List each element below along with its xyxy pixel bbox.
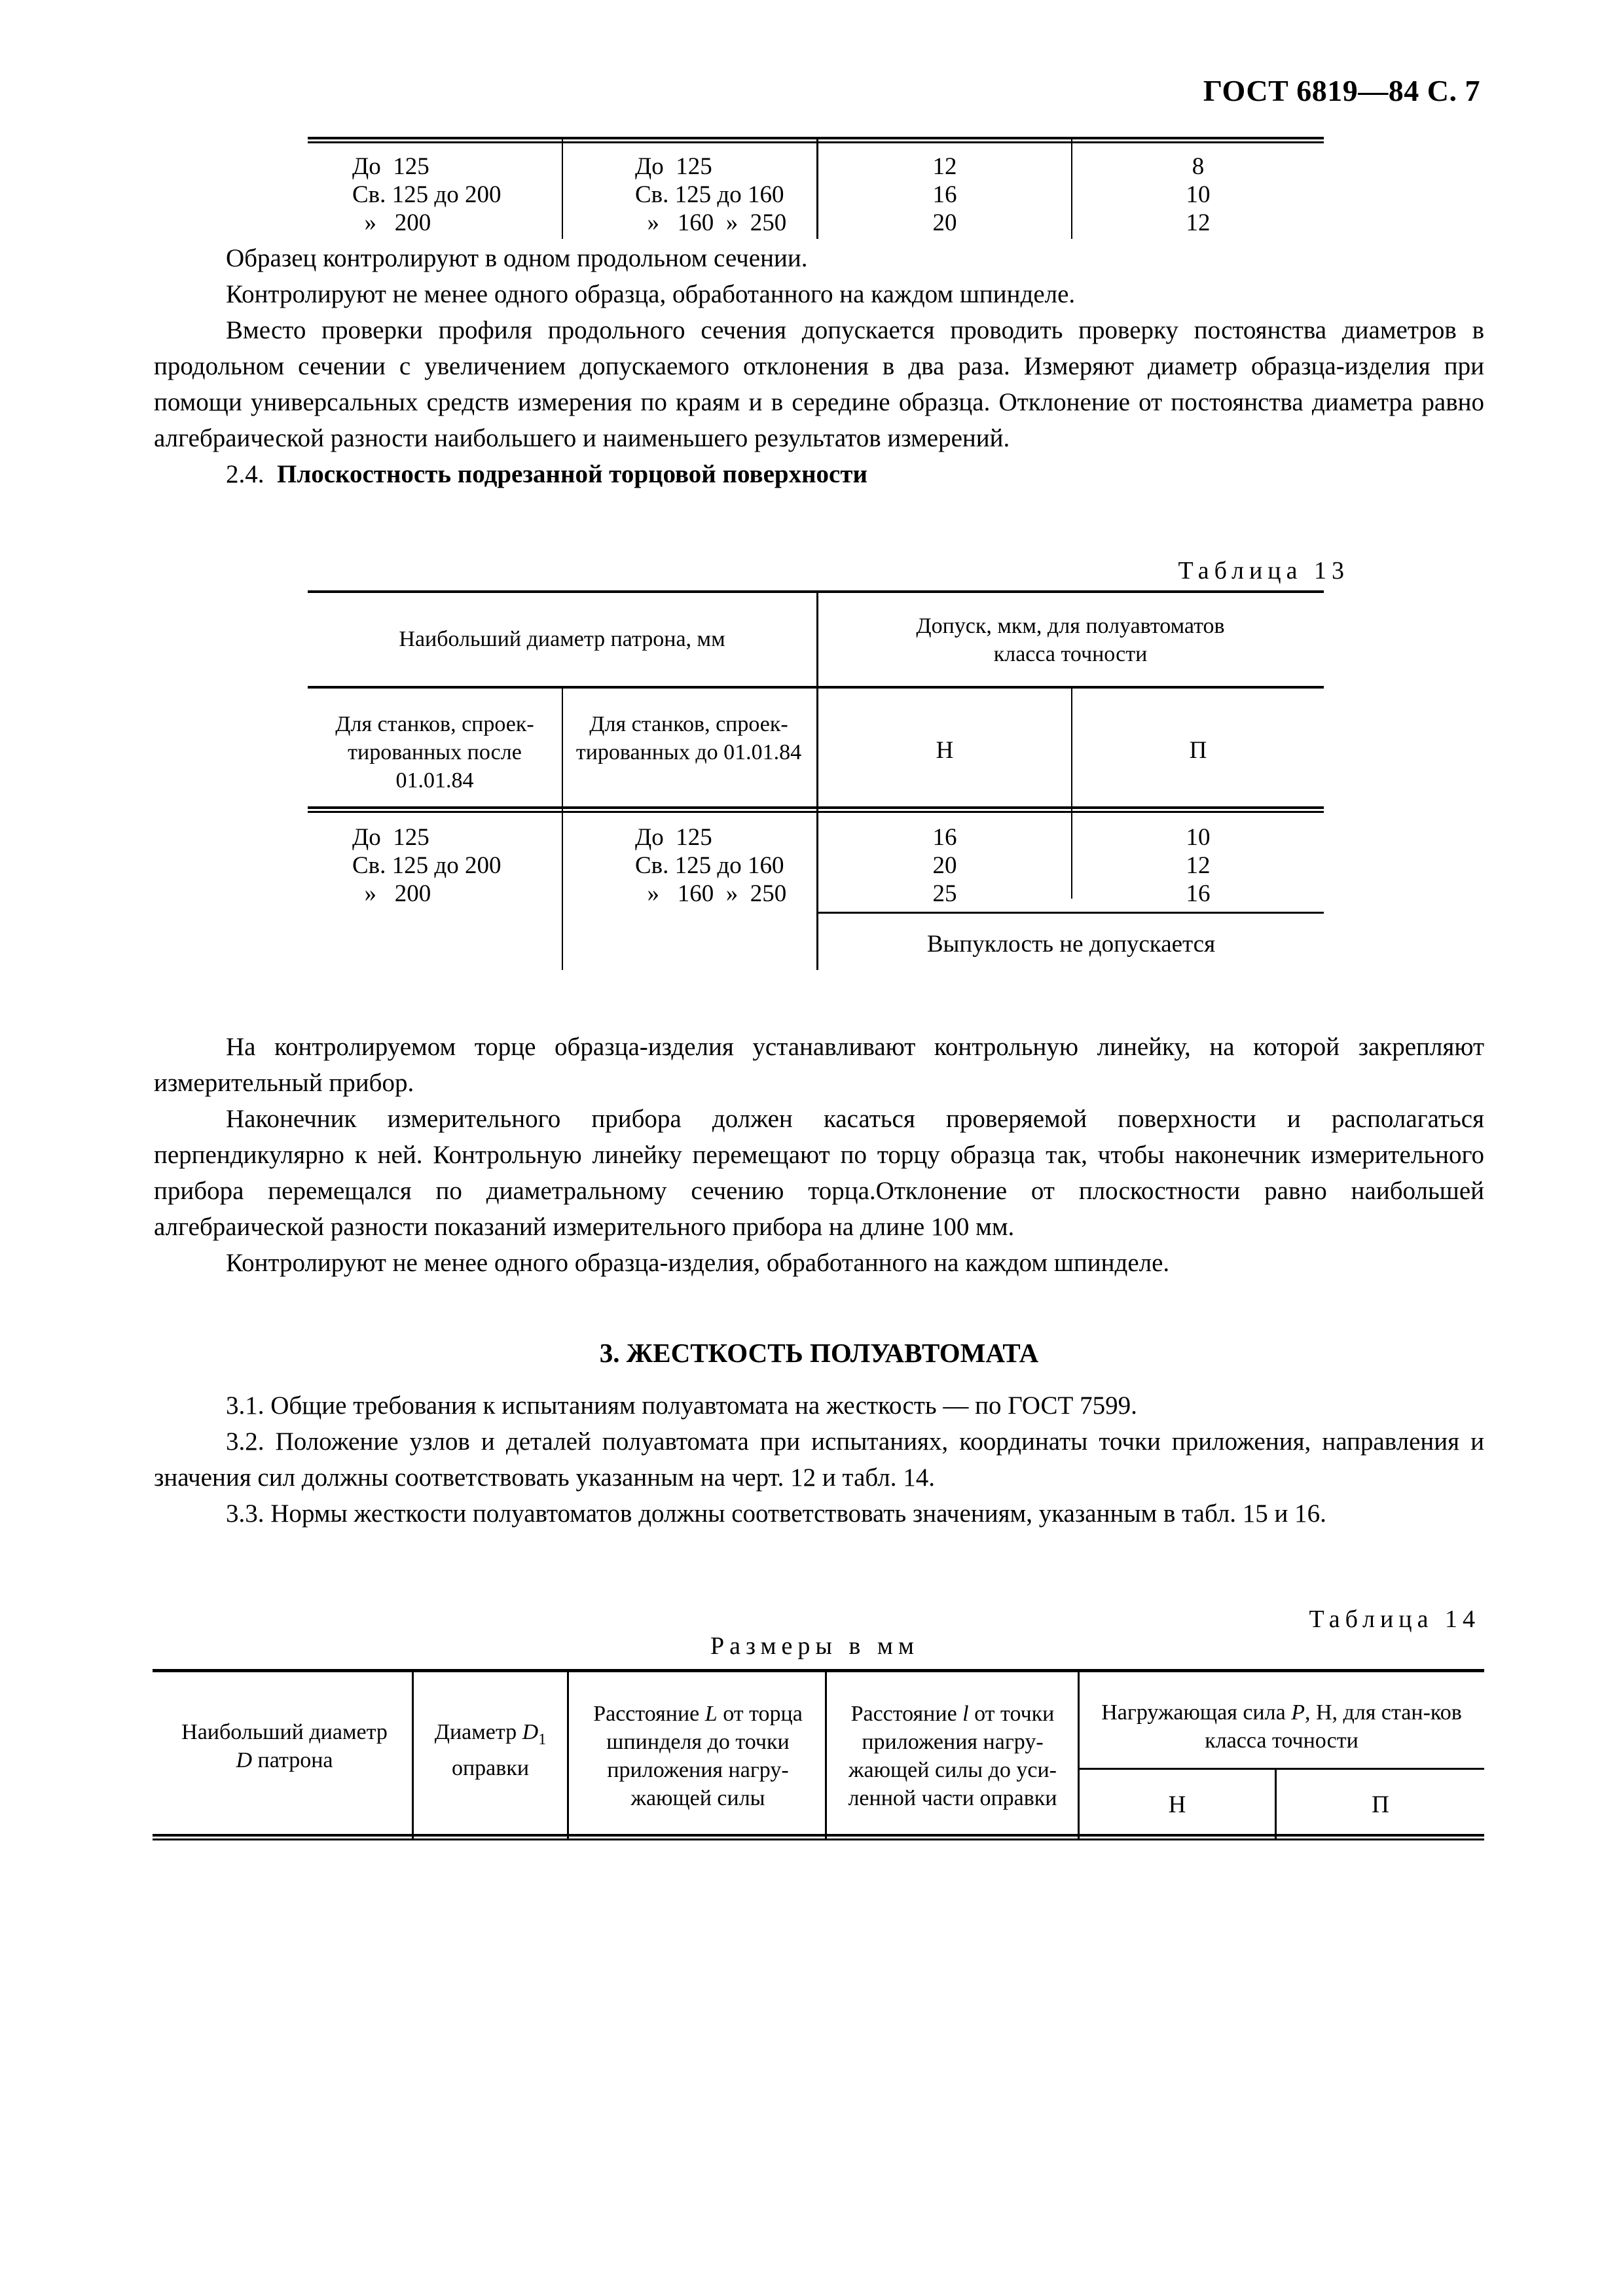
- table-cell: 16 20 25: [932, 824, 957, 907]
- table-cell: 8 10 12: [1186, 153, 1211, 236]
- column-divider: [562, 687, 563, 970]
- paragraph: Образец контролируют в одном продольном сечении.: [226, 244, 808, 272]
- header-before-date: Для станков, спроек-тированных до 01.01.84: [575, 712, 802, 764]
- paragraph: Контролируют не менее одного образца-изделия, обработанного на каждом шпинделе.: [226, 1249, 1170, 1277]
- header-tolerance: Допуск, мкм, для полуавтоматов класса точности: [916, 614, 1225, 666]
- header-subrule: [1078, 1768, 1484, 1770]
- page-header: ГОСТ 6819—84 С. 7: [1203, 74, 1480, 107]
- header-rule-double: [153, 1834, 1484, 1837]
- header-distance-l-small: Расстояние l от точки приложения нагру-жающей силы до уси-ленной части оправки: [848, 1702, 1057, 1810]
- paragraph: Контролируют не менее одного образца, обработанного на каждом шпинделе.: [226, 280, 1076, 308]
- table-14-units: Размеры в мм: [710, 1632, 919, 1660]
- table-top-rule: [308, 137, 1324, 139]
- paragraph-3-3: 3.3. Нормы жесткости полуавтоматов должны соответствовать значениям, указанным в табл. 15 и 16.: [226, 1499, 1326, 1528]
- paragraph: На контролируемом торце образца-изделия устанавливают контрольную линейку, на которой закрепляют измерительный прибор.: [154, 1033, 1484, 1097]
- header-rule: [308, 686, 1324, 689]
- header-distance-l-spindle: Расстояние L от торца шпинделя до точки приложения нагру-жающей силы: [593, 1702, 803, 1810]
- text-block-top: [154, 240, 1484, 492]
- table-cell: До 125 Св. 125 до 160 » 160 » 250: [635, 153, 787, 236]
- section-title: Плоскостность подрезанной торцовой поверхности: [277, 460, 867, 488]
- paragraph-3-2: 3.2. Положение узлов и деталей полуавтомата при испытаниях, координаты точки приложения, направления и значения сил должны соответствовать указанным на черт. 12 и табл. 14.: [154, 1427, 1484, 1492]
- section-number: 2.4.: [226, 460, 264, 488]
- header-class-p: П: [1189, 737, 1207, 764]
- header-largest-diameter-d: Наибольший диаметр D патрона: [181, 1720, 388, 1772]
- column-divider: [562, 139, 563, 239]
- paragraph: Наконечник измерительного прибора должен касаться проверяемой поверхности и располагаться перпендикулярно к ней. Контрольную линейку перемещают по торцу образца так, чтобы наконечник измерительного прибора перемещался по диаметральному сечению торца.Отклонение от плоскостности равно наибольшей алгебраической разности показаний измерительного прибора на длине 100 мм.: [154, 1105, 1484, 1241]
- table-13-label: Таблица 13: [1178, 557, 1349, 584]
- paragraph-3-1: 3.1. Общие требования к испытаниям полуавтомата на жесткость — по ГОСТ 7599.: [226, 1391, 1137, 1420]
- header-class-n: Н: [936, 737, 954, 764]
- column-divider: [825, 1671, 827, 1840]
- table-14-label: Таблица 14: [1309, 1605, 1480, 1633]
- table-cell: До 125 Св. 125 до 160 » 160 » 250: [635, 824, 787, 907]
- header-class-p: П: [1372, 1791, 1389, 1818]
- header-largest-diameter: Наибольший диаметр патрона, мм: [399, 627, 725, 651]
- table-top-rule: [153, 1669, 1484, 1672]
- convexity-note: Выпуклость не допускается: [926, 931, 1216, 958]
- table-top-rule: [308, 590, 1324, 593]
- note-rule: [816, 912, 1324, 914]
- header-after-date: Для станков, спроек-тированных после 01.01.84: [335, 712, 534, 793]
- header-class-n: Н: [1168, 1791, 1186, 1818]
- table-cell: До 125 Св. 125 до 200 » 200: [352, 824, 501, 907]
- table-cell: До 125 Св. 125 до 200 » 200: [352, 153, 501, 236]
- section-heading-2-4: [154, 456, 1484, 492]
- column-divider: [567, 1671, 569, 1840]
- header-mandrel-diameter-d1: Диаметр $D_1$ оправки: [434, 1720, 547, 1780]
- header-rule-double-2: [308, 811, 1324, 813]
- table-top-rule-2: [308, 141, 1324, 143]
- text-block-mid: [154, 1029, 1484, 1281]
- table-cell: 10 12 16: [1186, 824, 1211, 907]
- header-rule-double: [308, 806, 1324, 809]
- header-load-force-p: Нагружающая сила P, Н, для стан-ков класса точности: [1101, 1700, 1462, 1753]
- paragraph: Вместо проверки профиля продольного сечения допускается проводить проверку постоянства диаметров в продольном сечении с увеличением допускаемого отклонения в два раза. Измеряют диаметр образца-изделия при помощи универсальных средств измерения по краям и в середине образца. Отклонение от постоянства диаметра равно алгебраической разности наибольшего и наименьшего результатов измерений.: [154, 316, 1484, 452]
- table-cell: 12 16 20: [932, 153, 957, 236]
- section-3-heading: 3. ЖЕСТКОСТЬ ПОЛУАВТОМАТА: [599, 1338, 1039, 1368]
- header-rule-double-2: [153, 1839, 1484, 1840]
- text-block-section-3: [154, 1388, 1484, 1532]
